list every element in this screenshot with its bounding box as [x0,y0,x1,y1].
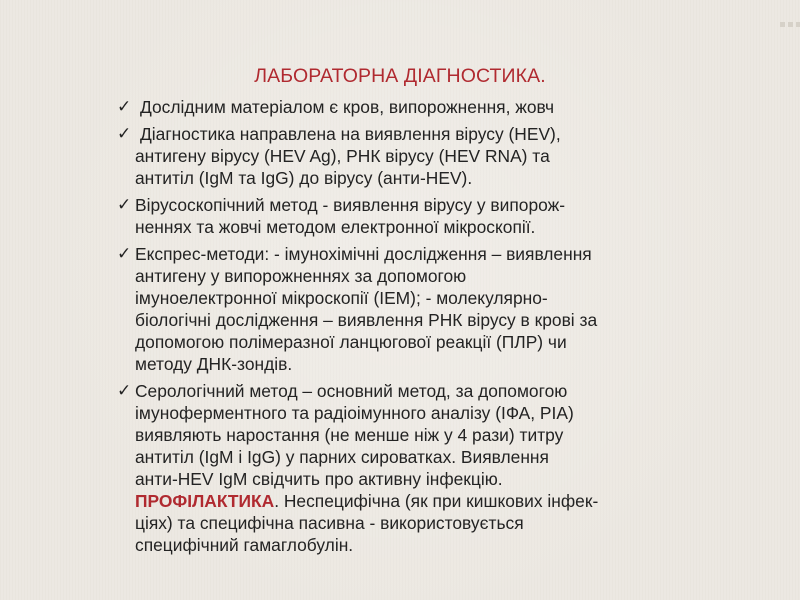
list-item-text: антигену вірусу (HEV Ag), РНК вірусу (HEV RNA) та [135,146,550,166]
list-item [117,380,677,556]
list-item-text: антигену у випорожненнях за допомогою [135,266,467,286]
corner-decoration-icon [780,22,800,27]
check-mark-icon: ✓ [117,381,132,401]
list-item-text: Діагностика направлена на виявлення вірусу (HEV), [140,124,561,144]
list-item [117,243,677,375]
list-item-text: анти-HEV IgM свідчить про активну інфекцію. [135,469,503,489]
list-item-text: антитіл (IgM та IgG) до вірусу (анти-HEV). [135,168,473,188]
check-mark-icon: ✓ [117,97,132,117]
list-item [117,96,677,118]
list-item-text: неннях та жовчі методом електронної мікроскопії. [135,217,536,237]
prophylaxis-label: ПРОФІЛАКТИКА [135,491,275,511]
list-item-text: Вірусоскопічний метод - виявлення вірусу у випорож- [135,195,566,215]
slide-title: ЛАБОРАТОРНА ДІАГНОСТИКА. [254,65,546,87]
list-item-text: методу ДНК-зондів. [135,354,293,374]
list-item-text: Дослідним матеріалом є кров, випорожнення, жовч [140,97,555,117]
prophylaxis-line [135,490,677,512]
slide-body [117,96,677,561]
list-item-text: антитіл (IgM і IgG) у парних сироватках. Виявлення [135,447,549,467]
list-item-text: Серологічний метод – основний метод, за допомогою [135,381,568,401]
list-item-text: допомогою полімеразної ланцюгової реакції (ПЛР) чи [135,332,567,352]
list-item [117,123,677,189]
list-item-text: імуноферментного та радіоімунного аналізу (ІФА, РІА) [135,403,574,423]
check-mark-icon: ✓ [117,244,132,264]
list-item-text: біологічні дослідження – виявлення РНК вірусу в крові за [135,310,598,330]
list-item-text: специфічний гамаглобулін. [135,535,354,555]
list-item-text: Експрес-методи: - імунохімічні дослідження – виявлення [135,244,592,264]
check-mark-icon: ✓ [117,124,132,144]
list-item-text: імуноелектронної мікроскопії (ІЕМ); - молекулярно- [135,288,548,308]
check-mark-icon: ✓ [117,195,132,215]
list-item [117,194,677,238]
list-item-text: виявляють наростання (не менше ніж у 4 рази) титру [135,425,564,445]
list-item-text: ціях) та специфічна пасивна - використовується [135,513,524,533]
prophylaxis-text: . Неспецифічна (як при кишкових інфек- [274,491,599,511]
